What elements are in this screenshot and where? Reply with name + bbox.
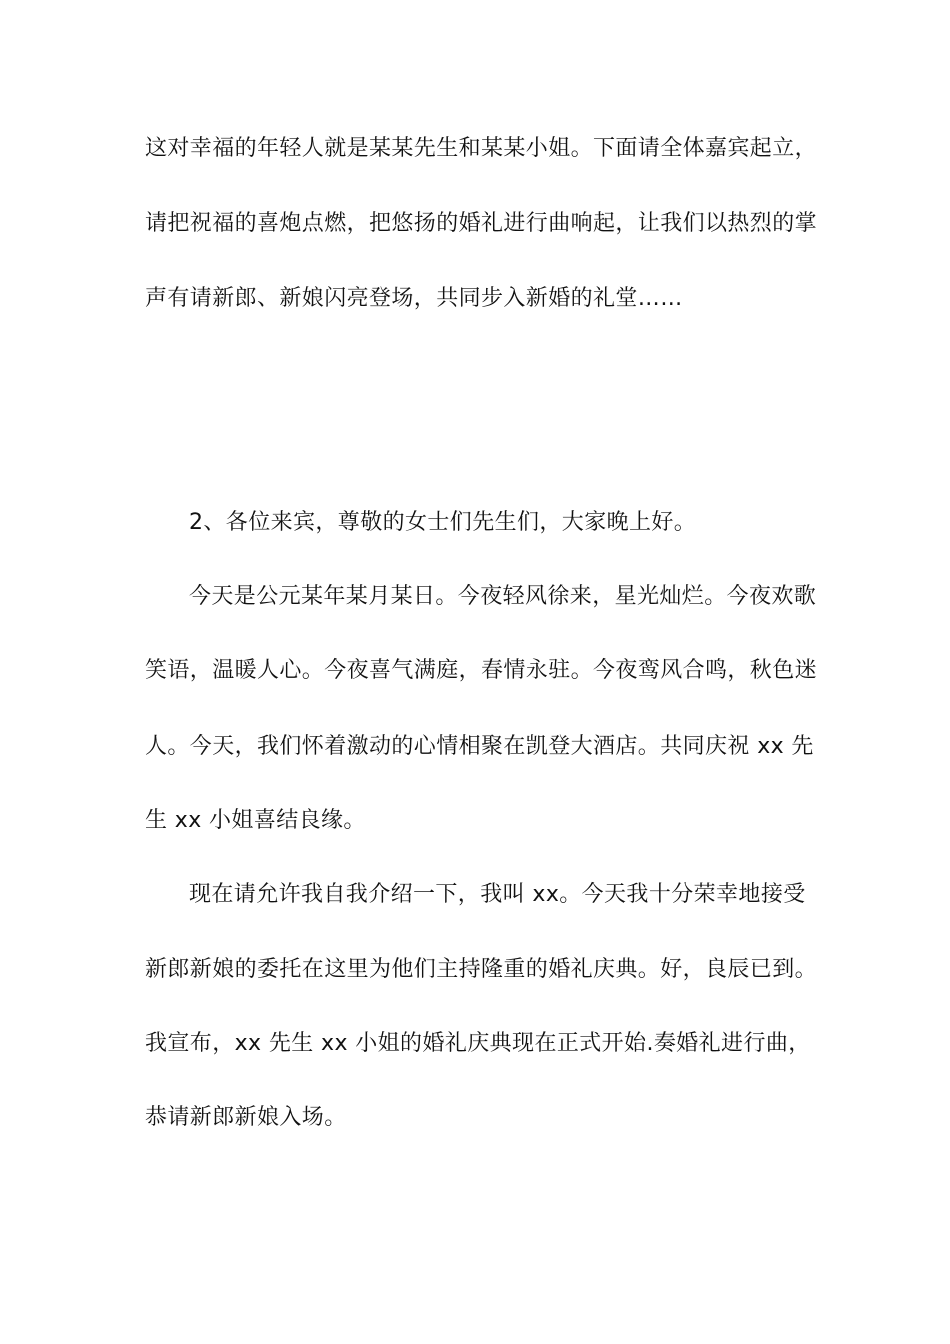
text-line: 声有请新郎、新娘闪亮登场，共同步入新婚的礼堂…… (145, 286, 683, 311)
text-line: 人。今天，我们怀着激动的心情相聚在凯登大酒店。共同庆祝 xx 先 (145, 734, 814, 759)
text-line: 生 xx 小姐喜结良缘。 (145, 808, 366, 833)
text-line: 笑语，温暖人心。今夜喜气满庭，春情永驻。今夜鸾风合鸣，秋色迷 (145, 658, 818, 683)
text-line: 现在请允许我自我介绍一下，我叫 xx。今天我十分荣幸地接受 (189, 882, 806, 907)
text-line: 今天是公元某年某月某日。今夜轻风徐来，星光灿烂。今夜欢歌 (189, 584, 817, 609)
paragraph-heading: 2、各位来宾，尊敬的女士们先生们，大家晚上好。 (189, 510, 697, 535)
text-line: 恭请新郎新娘入场。 (145, 1105, 347, 1130)
text-line: 这对幸福的年轻人就是某某先生和某某小姐。下面请全体嘉宾起立， (145, 136, 818, 161)
text-line: 请把祝福的喜炮点燃，把悠扬的婚礼进行曲响起，让我们以热烈的掌 (145, 211, 818, 236)
text-line: 我宣布，xx 先生 xx 小姐的婚礼庆典现在正式开始.奏婚礼进行曲， (145, 1031, 811, 1056)
text-line: 新郎新娘的委托在这里为他们主持隆重的婚礼庆典。好，良辰已到。 (145, 957, 818, 982)
